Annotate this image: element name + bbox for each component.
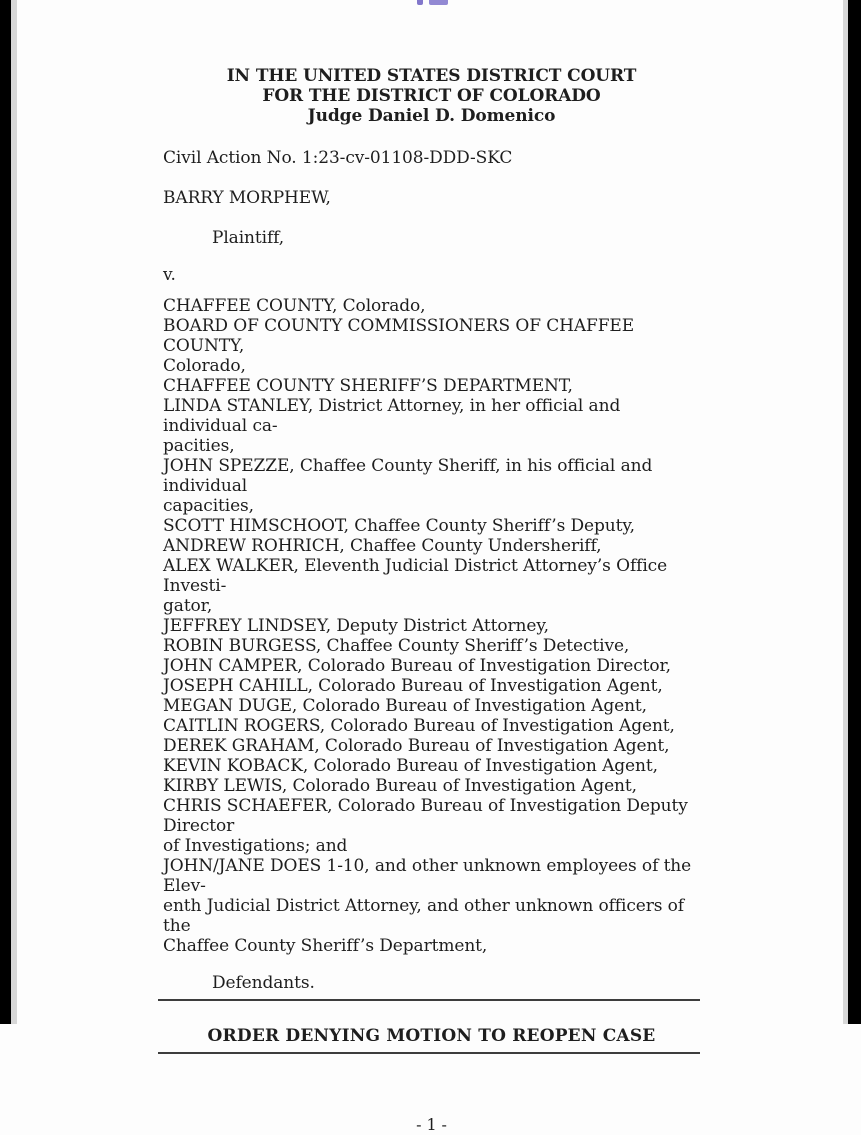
right-black-bar [848,0,861,1024]
order-title: ORDER DENYING MOTION TO REOPEN CASE [207,1026,656,1046]
defendant-line: DEREK GRAHAM, Colorado Bureau of Investigation Agent, [163,736,670,756]
defendant-line: capacities, [163,496,254,516]
blue-fragment-mark [429,0,448,5]
defendant-line: KIRBY LEWIS, Colorado Bureau of Investigation Agent, [163,776,637,796]
defendant-line: ALEX WALKER, Eleventh Judicial District Attorney’s Office Investi- [163,556,668,596]
defendants-list [163,296,700,956]
defendant-line: Colorado, [163,356,246,376]
separator-rule-top [158,999,700,1001]
defendant-line: LINDA STANLEY, District Attorney, in her official and individual ca- [163,396,621,436]
defendant-line: JEFFREY LINDSEY, Deputy District Attorney, [163,616,549,636]
defendant-line: BOARD OF COUNTY COMMISSIONERS OF CHAFFEE COUNTY, [163,316,635,356]
defendant-line: enth Judicial District Attorney, and other unknown officers of the [163,896,684,936]
court-name-line-1: IN THE UNITED STATES DISTRICT COURT [226,66,637,86]
page-number: - 1 - [416,1115,447,1134]
defendant-line: JOHN CAMPER, Colorado Bureau of Investigation Director, [163,656,671,676]
defendant-line: pacities, [163,436,235,456]
defendant-line: Chaffee County Sheriff’s Department, [163,936,488,956]
blue-fragment-mark [417,0,423,5]
left-black-bar [0,0,11,1024]
judge-name: Judge Daniel D. Domenico [307,106,556,126]
court-header [163,66,700,126]
defendant-line: of Investigations; and [163,836,348,856]
court-name-line-2: FOR THE DISTRICT OF COLORADO [262,86,601,106]
defendant-line: JOHN SPEZZE, Chaffee County Sheriff, in his official and individual [163,456,653,496]
defendant-line: MEGAN DUGE, Colorado Bureau of Investigation Agent, [163,696,647,716]
document-page [163,66,700,1135]
case-number: Civil Action No. 1:23-cv-01108-DDD-SKC [163,148,513,168]
separator-rule-bottom [158,1052,700,1054]
defendant-line: JOHN/JANE DOES 1-10, and other unknown employees of the Elev- [163,856,692,896]
defendant-line: gator, [163,596,213,616]
defendants-designation: Defendants. [212,973,315,993]
cropped-blue-text-fragment [417,0,457,6]
defendant-line: CHAFFEE COUNTY, Colorado, [163,296,426,316]
versus-marker: v. [163,265,176,285]
defendant-line: SCOTT HIMSCHOOT, Chaffee County Sheriff’s Deputy, [163,516,635,536]
defendant-line: JOSEPH CAHILL, Colorado Bureau of Investigation Agent, [163,676,663,696]
defendant-line: ANDREW ROHRICH, Chaffee County Undersheriff, [163,536,602,556]
plaintiff-name: BARRY MORPHEW, [163,188,331,208]
defendant-line: KEVIN KOBACK, Colorado Bureau of Investigation Agent, [163,756,658,776]
defendant-line: CHRIS SCHAEFER, Colorado Bureau of Investigation Deputy Director [163,796,688,836]
defendant-line: CHAFFEE COUNTY SHERIFF’S DEPARTMENT, [163,376,573,396]
defendant-line: ROBIN BURGESS, Chaffee County Sheriff’s Detective, [163,636,630,656]
plaintiff-designation: Plaintiff, [212,228,285,248]
left-page-edge [11,0,17,1024]
defendant-line: CAITLIN ROGERS, Colorado Bureau of Investigation Agent, [163,716,675,736]
